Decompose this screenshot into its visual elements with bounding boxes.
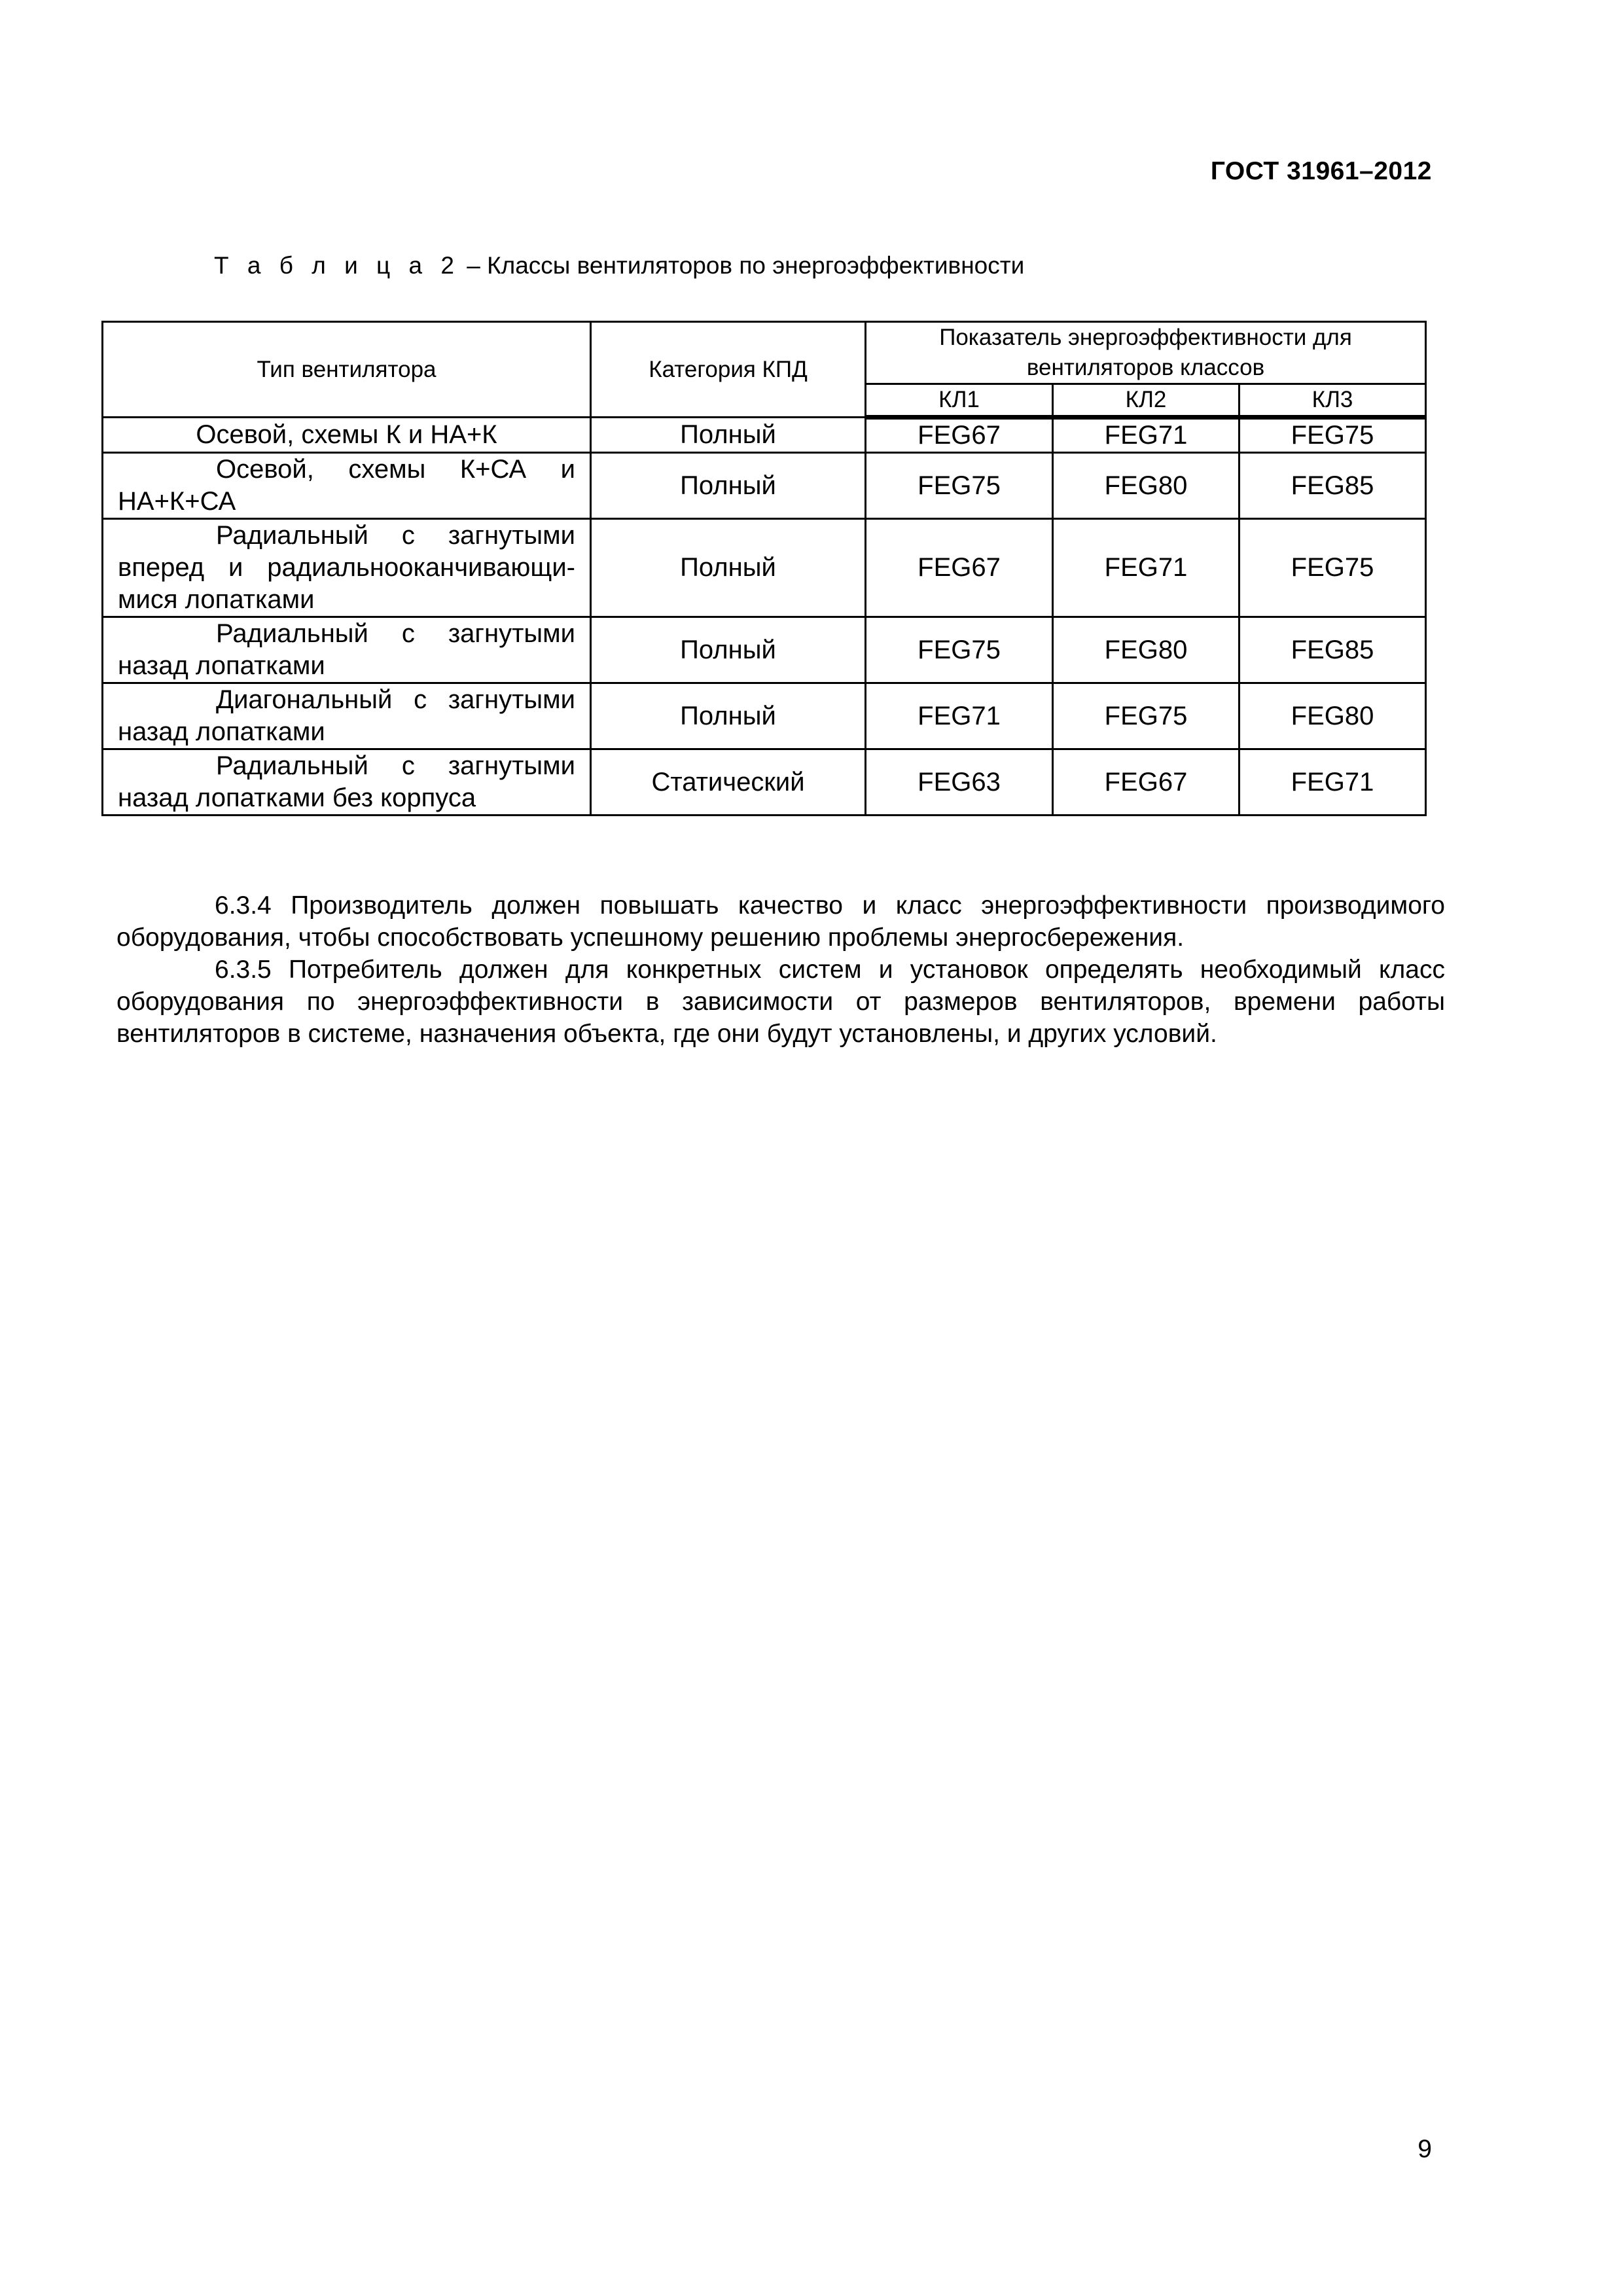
- paragraph-6-3-4: 6.3.4 Производитель должен повышать качество и класс энергоэффективности производимого оборудования, чтобы способствовать успешному решению проблемы энергосбережения.: [116, 891, 1445, 952]
- fan-type-cell: Радиальный с загнутыми назад лопатками без корпуса: [103, 749, 591, 816]
- table-caption-label: Т а б л и ц а 2: [214, 252, 460, 279]
- kl1-cell: FEG71: [866, 683, 1053, 749]
- fan-type-cell: Радиальный с загнутыми назад лопатками: [103, 617, 591, 683]
- table-row: [103, 683, 1426, 749]
- category-cell: Статический: [591, 749, 866, 816]
- fan-type-cell: Осевой, схемы К+СА и НА+К+СА: [103, 453, 591, 519]
- header-class-kl2: КЛ2: [1053, 384, 1240, 418]
- table-row: [103, 453, 1426, 519]
- table-caption: [214, 252, 1024, 279]
- category-cell: Полный: [591, 519, 866, 617]
- kl2-cell: FEG75: [1053, 683, 1240, 749]
- kl1-cell: FEG67: [866, 418, 1053, 453]
- kl1-cell: FEG75: [866, 617, 1053, 683]
- fan-efficiency-table: [101, 321, 1427, 816]
- category-cell: Полный: [591, 418, 866, 453]
- kl3-cell: FEG85: [1240, 453, 1426, 519]
- table-row: [103, 418, 1426, 453]
- table-caption-text: – Классы вентиляторов по энергоэффективности: [459, 252, 1025, 279]
- kl2-cell: FEG67: [1053, 749, 1240, 816]
- header-class-kl3: КЛ3: [1240, 384, 1426, 418]
- kl2-cell: FEG80: [1053, 617, 1240, 683]
- kl3-cell: FEG85: [1240, 617, 1426, 683]
- paragraph-6-3-5: 6.3.5 Потребитель должен для конкретных систем и установок определять необходимый класс оборудования по энергоэффективности в зависимости от размеров вентиляторов, времени работы вентиляторов в системе, назначения объекта, где они будут установлены, и других условий.: [116, 956, 1445, 1048]
- header-efficiency-indicator: Показатель энергоэффективности для вентиляторов классов: [866, 322, 1426, 384]
- table-row: [103, 617, 1426, 683]
- category-cell: Полный: [591, 683, 866, 749]
- kl2-cell: FEG71: [1053, 519, 1240, 617]
- table-row: [103, 519, 1426, 617]
- category-cell: Полный: [591, 617, 866, 683]
- page-number: 9: [1418, 2135, 1432, 2163]
- table-row: [103, 749, 1426, 816]
- kl3-cell: FEG75: [1240, 418, 1426, 453]
- kl3-cell: FEG71: [1240, 749, 1426, 816]
- fan-type-cell: Диагональный с загнутыми назад лопатками: [103, 683, 591, 749]
- kl1-cell: FEG63: [866, 749, 1053, 816]
- header-efficiency-category: Категория КПД: [591, 322, 866, 418]
- header-fan-type: Тип вентилятора: [103, 322, 591, 418]
- header-class-kl1: КЛ1: [866, 384, 1053, 418]
- kl2-cell: FEG71: [1053, 418, 1240, 453]
- kl3-cell: FEG80: [1240, 683, 1426, 749]
- kl1-cell: FEG75: [866, 453, 1053, 519]
- category-cell: Полный: [591, 453, 866, 519]
- fan-type-cell: Радиальный с загнутыми вперед и радиальнооканчивающи-мися лопатками: [103, 519, 591, 617]
- kl3-cell: FEG75: [1240, 519, 1426, 617]
- kl2-cell: FEG80: [1053, 453, 1240, 519]
- standard-code-header: ГОСТ 31961–2012: [1210, 157, 1432, 185]
- kl1-cell: FEG67: [866, 519, 1053, 617]
- fan-type-cell: Осевой, схемы К и НА+К: [103, 418, 591, 453]
